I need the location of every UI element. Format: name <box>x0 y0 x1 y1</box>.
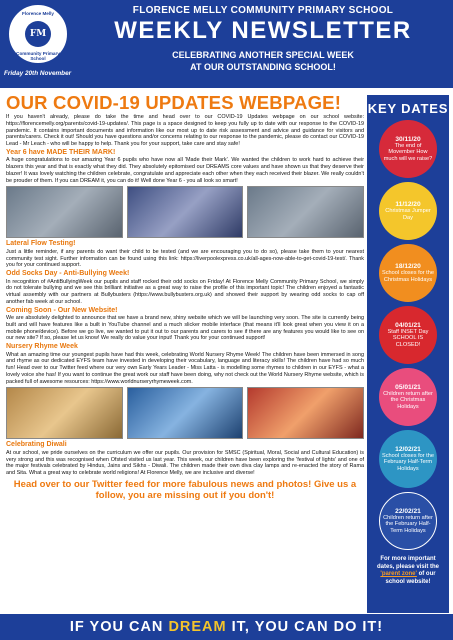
photo <box>247 387 364 439</box>
key-date: 30/11/20 <box>395 135 421 143</box>
header <box>0 0 453 88</box>
date-circle <box>379 306 437 364</box>
key-date-text: Children return after the February Half-Term Holidays <box>383 514 433 534</box>
key-date-item <box>373 182 443 240</box>
note-text: For more important dates, please visit the <box>376 556 440 570</box>
article-body: Just a little reminder, if any parents do want their child to be tested (and we are encouraging you to do so), please take them to your nearest community test sight. Further information can be found using this link: https://liverpoolexpress.co.uk/all-ages-now-able-to-get-covid-19-test/. Thank you for your continued support. <box>6 248 364 269</box>
article-title: Nursery Rhyme Week <box>6 343 78 350</box>
main-content <box>6 92 364 502</box>
article-body: At our school, we pride ourselves on the curriculum we offer our pupils. Our provision for SMSC (Spiritual, Moral, Social and Cultural Education) is very strong and this was recognised when Ofsted visited us last year. This week, our children have been exploring the 'festival of lights' and one of the major festivals celebrated by Hindus, Jains and Sikhs - Diwali. The children made their own diva clay lamps and re-enacted the story of Rama and Sita. What a great way to celebrate world religions! At Florence Melly, we are inclusive and diverse! <box>6 449 364 476</box>
photo <box>6 387 123 439</box>
photo <box>247 186 364 238</box>
key-date: 11/12/20 <box>395 200 421 208</box>
article-title: Odd Socks Day - Anti-Bullying Week! <box>6 270 130 277</box>
date-circle <box>379 182 437 240</box>
motto-banner <box>0 614 453 640</box>
key-date: 22/02/21 <box>395 507 421 515</box>
date-circle <box>379 430 437 488</box>
key-date-text: School closes for the Christmas Holidays <box>382 269 434 283</box>
key-date: 05/01/21 <box>395 383 421 391</box>
intro-text: If you haven't already, please do take the time and head over to our COVID-19 Updates webpage on our school website: https://florencemelly.org/parents/covid-19-updates/. This page is a space designed to keep you fully up to date with our response to the COVID-19 pandemic. It contains important documents and information like our most up to date risk assessment and advice and guidance for visitors and parents/carers. Check it out! Should you have questions and/or concerns relating to our response to the pandemic, please do contact our COVID-19 Lead - Mr Leach - who will be happy to help. Thank you for your support, take care and stay safe! <box>6 114 364 147</box>
article-year6 <box>6 149 364 185</box>
key-date: 18/12/20 <box>395 262 421 270</box>
logo-emblem: FM <box>25 21 51 47</box>
key-dates-title: KEY DATES <box>367 101 449 116</box>
parent-zone-link[interactable]: 'parent zone' <box>380 571 417 577</box>
key-date-item <box>373 492 443 550</box>
date-circle <box>379 492 437 550</box>
motto-pre: IF YOU CAN <box>69 619 169 635</box>
key-dates-note <box>371 556 445 586</box>
key-date-item <box>373 368 443 426</box>
note-text: of our school website! <box>385 571 436 585</box>
article-title: Lateral Flow Testing! <box>6 240 76 248</box>
key-dates-sidebar <box>367 95 449 613</box>
main-title: OUR COVID-19 UPDATES WEBPAGE! <box>6 92 342 113</box>
article-body: What an amazing time our youngest pupils have had this week, celebrating World Nursery Rhyme Week! The children have been immersed in song and rhyme as our dedicated EYFS team have invested in developing their vocabulary, language and literacy skills! The children have had so much fun! Head over to our Twitter feed where our very own Early Years Leader - Miss Latta - is modelling some rhymes to children in our EYFS - what a lovely voice she has! If you want to continue the great work our staff have been doing, why not check out the World Nursery Rhyme website, which is packed full of awesome resources: https://www.worldnurseryrhymeweek.com. <box>6 351 364 385</box>
article-title: Year 6 have MADE THEIR MARK! <box>6 148 116 156</box>
photo <box>127 186 244 238</box>
date-circle <box>379 120 437 178</box>
photo <box>6 186 123 238</box>
photo-strip <box>6 387 364 439</box>
newsletter-title: WEEKLY NEWSLETTER <box>114 17 412 44</box>
article-body: In recognition of #AntiBullyingWeek our pupils and staff rocked their odd socks on Friday! At Florence Melly Community Primary School, we simply do not tolerate bullying and we see this brilliant initiative as a great way to raise the profile of this important topic! The children enjoyed a fantastic virtual assembly with our partners at Bullybusters (https://www.bullybusters.org.uk) and showed their support by wearing odd socks to cap off another fab week at our school. <box>6 278 364 305</box>
key-date-text: Staff INSET Day SCHOOL IS CLOSED! <box>387 328 429 348</box>
article-lateral-flow <box>6 240 364 269</box>
photo <box>127 387 244 439</box>
article-body: A huge congratulations to our amazing Year 6 pupils who have now all 'Made their Mark'. We wanted the children to work hard to achieve their blazers this year and that is exactly what they did. They absolutely epitomised our DREAMS core values and have shown us that they deserve their blazer! It was lovely watching the children celebrate, congratulate and appreciate each other when they each received their blazer. We really couldn't be prouder of them. If you can DREAM it, you can do it! Well done Year 6 - you all look so smart! <box>6 157 364 184</box>
key-date: 04/01/21 <box>395 321 421 329</box>
key-date: 12/02/21 <box>395 445 421 453</box>
twitter-callout: Head over to our Twitter feed for more fabulous news and photos! Give us a follow, you are missing out if you don't! <box>13 478 357 502</box>
article-new-website <box>6 307 364 343</box>
motto-dream: DREAM <box>168 619 227 635</box>
photo-strip <box>6 186 364 238</box>
key-date-item <box>373 306 443 364</box>
school-logo <box>7 3 69 65</box>
date-circle <box>379 244 437 302</box>
logo-top-text: Florence Melly <box>22 11 54 16</box>
key-date-item <box>373 120 443 178</box>
motto-text <box>70 619 383 635</box>
school-name: FLORENCE MELLY COMMUNITY PRIMARY SCHOOL <box>132 5 394 16</box>
key-date-item <box>373 430 443 488</box>
article-odd-socks <box>6 270 364 306</box>
article-title: Celebrating Diwali <box>6 441 67 449</box>
motto-post: IT, YOU CAN DO IT! <box>226 619 384 635</box>
article-diwali <box>6 441 364 477</box>
subtitle-line-1: CELEBRATING ANOTHER SPECIAL WEEK <box>172 50 354 60</box>
logo-bottom-text: Community Primary School <box>16 51 60 61</box>
subtitle-line-2: AT OUR OUTSTANDING SCHOOL! <box>190 62 336 72</box>
key-date-text: Children return after the Christmas Holidays <box>383 390 433 410</box>
article-title: Coming Soon - Our New Website! <box>6 306 118 314</box>
article-body: We are absolutely delighted to announce that we have a brand new, shiny website which we will be launching very soon. The site is currently being built and will have features like a built in YouTube channel and a much slicker mobile interface (that means it'll look great when you view it on a mobile phone/device). Before we go live, we wanted to put it out to our parents and carers to see if there are any features you would like to see on our new site? If so, please let us know! We really do value your input! Thank you for your continued support! <box>6 315 364 342</box>
article-nursery-rhyme <box>6 343 364 385</box>
key-date-text: School closes for the February Half-Term Holidays <box>382 452 434 472</box>
date-circle <box>379 368 437 426</box>
key-date-text: The end of Movember How much will we raise? <box>383 142 433 162</box>
key-date-text: Christmas Jumper Day <box>385 207 431 221</box>
newsletter-subtitle <box>78 49 448 73</box>
newsletter-date: Friday 20th November <box>4 70 72 77</box>
key-date-item <box>373 244 443 302</box>
